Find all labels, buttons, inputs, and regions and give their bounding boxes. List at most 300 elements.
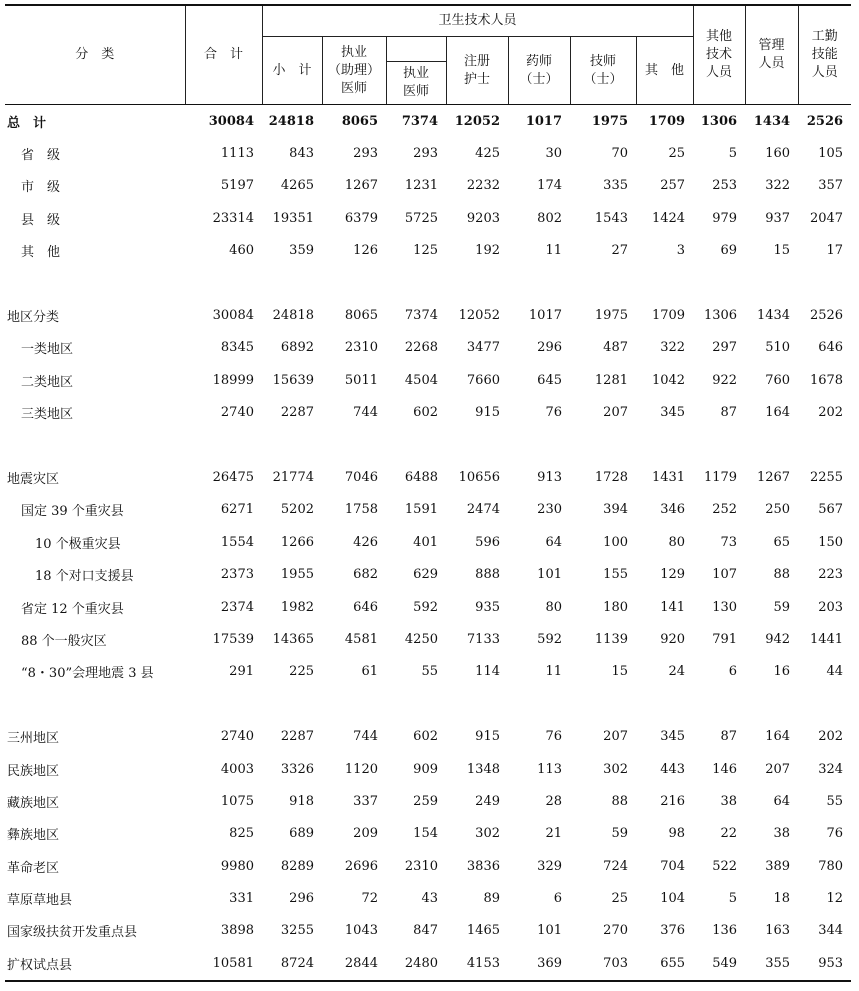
table-cell: 225 bbox=[289, 664, 314, 680]
row-label: 国家级扶贫开发重点县 bbox=[7, 925, 138, 941]
table-cell: 1043 bbox=[344, 923, 378, 939]
header-total: 合 计 bbox=[185, 5, 262, 105]
table-cell: 791 bbox=[712, 631, 738, 647]
table-cell: 1465 bbox=[466, 923, 500, 939]
table-cell: 155 bbox=[603, 567, 628, 583]
row-label: “8・30”会理地震 3 县 bbox=[21, 666, 154, 682]
table-cell: 2287 bbox=[280, 729, 314, 745]
table-cell: 1728 bbox=[594, 469, 628, 485]
table-cell: 425 bbox=[475, 146, 500, 162]
table-row bbox=[5, 170, 851, 202]
table-cell: 72 bbox=[361, 891, 378, 907]
table-cell: 250 bbox=[765, 502, 791, 518]
table-cell: 5011 bbox=[344, 372, 378, 388]
table-row bbox=[5, 850, 851, 882]
header-practicing-assistant: 执业 （助理） 医师 bbox=[322, 37, 386, 105]
table-cell: 460 bbox=[229, 243, 254, 259]
table-cell: 38 bbox=[773, 826, 791, 842]
table-cell: 3836 bbox=[466, 858, 500, 874]
table-cell: 825 bbox=[229, 826, 254, 842]
table-cell: 369 bbox=[508, 947, 570, 980]
table-cell: 510 bbox=[765, 340, 791, 356]
table-cell: 344 bbox=[818, 923, 844, 939]
table-cell: 2374 bbox=[220, 599, 254, 615]
table-cell: 154 bbox=[413, 826, 438, 842]
table-cell: 1955 bbox=[280, 567, 314, 583]
row-label: 二类地区 bbox=[21, 374, 74, 390]
table-cell: 203 bbox=[818, 599, 844, 615]
table-cell: 6 bbox=[728, 664, 738, 680]
table-cell: 129 bbox=[660, 567, 686, 583]
table-cell: 6379 bbox=[344, 210, 378, 226]
table-cell: 291 bbox=[229, 664, 254, 680]
table-cell: 1982 bbox=[280, 599, 314, 615]
table-cell: 59 bbox=[773, 599, 791, 615]
table-cell: 2696 bbox=[344, 858, 378, 874]
row-label: 三州地区 bbox=[7, 731, 60, 747]
table-cell: 2526 bbox=[809, 308, 844, 324]
spacer-cell bbox=[5, 688, 851, 720]
table-cell: 296 bbox=[289, 891, 314, 907]
table-cell: 922 bbox=[712, 372, 738, 388]
table-cell: 297 bbox=[712, 340, 738, 356]
table-cell: 30 bbox=[545, 146, 562, 162]
table-cell: 230 bbox=[537, 502, 562, 518]
table-cell: 394 bbox=[603, 502, 628, 518]
table-row bbox=[5, 915, 851, 947]
table-cell: 780 bbox=[818, 858, 844, 874]
table-cell: 6271 bbox=[220, 502, 254, 518]
table-cell: 337 bbox=[353, 793, 378, 809]
row-label: 彝族地区 bbox=[7, 828, 60, 844]
table-cell: 2740 bbox=[220, 729, 254, 745]
table-row bbox=[5, 137, 851, 169]
table-cell: 389 bbox=[765, 858, 791, 874]
table-cell: 322 bbox=[660, 340, 686, 356]
table-cell: 2310 bbox=[344, 340, 378, 356]
table-cell: 744 bbox=[353, 729, 378, 745]
table-cell: 101 bbox=[537, 923, 562, 939]
table-cell: 7046 bbox=[344, 469, 378, 485]
table-cell: 55 bbox=[826, 793, 844, 809]
table-cell: 744 bbox=[353, 405, 378, 421]
row-label: 革命老区 bbox=[7, 860, 60, 876]
table-cell: 30084 bbox=[212, 308, 254, 324]
table-cell: 3898 bbox=[220, 923, 254, 939]
table-row bbox=[5, 526, 851, 558]
table-cell: 141 bbox=[660, 599, 686, 615]
table-cell: 6 bbox=[553, 891, 562, 907]
table-cell: 4153 bbox=[446, 947, 508, 980]
table-cell: 426 bbox=[353, 534, 378, 550]
row-label: 18 个对口支援县 bbox=[35, 569, 134, 585]
row-label: 地区分类 bbox=[7, 310, 60, 326]
table-cell: 918 bbox=[289, 793, 314, 809]
table-cell: 567 bbox=[818, 502, 844, 518]
table-cell: 2474 bbox=[466, 502, 500, 518]
table-cell: 596 bbox=[475, 534, 500, 550]
table-cell: 1758 bbox=[344, 502, 378, 518]
table-cell: 12052 bbox=[458, 308, 500, 324]
table-row bbox=[5, 332, 851, 364]
table-cell: 1281 bbox=[594, 372, 628, 388]
table-cell: 209 bbox=[353, 826, 378, 842]
table-cell: 18999 bbox=[212, 372, 254, 388]
header-category: 分 类 bbox=[5, 5, 185, 105]
spacer-cell bbox=[5, 267, 851, 299]
table-cell: 11 bbox=[545, 243, 562, 259]
table-cell: 10656 bbox=[458, 469, 500, 485]
table-cell: 180 bbox=[603, 599, 628, 615]
table-cell: 487 bbox=[603, 340, 628, 356]
table-cell: 76 bbox=[545, 729, 562, 745]
table-cell: 1306 bbox=[703, 308, 738, 324]
table-cell: 592 bbox=[413, 599, 438, 615]
table-cell: 15 bbox=[611, 664, 628, 680]
table-cell: 270 bbox=[603, 923, 628, 939]
table-row bbox=[5, 753, 851, 785]
header-practicing-doctor: 执业 医师 bbox=[386, 62, 446, 105]
table-cell: 7374 bbox=[404, 308, 438, 324]
table-cell: 913 bbox=[537, 469, 562, 485]
table-cell: 10581 bbox=[185, 947, 262, 980]
table-cell: 223 bbox=[818, 567, 844, 583]
table-row bbox=[5, 105, 851, 138]
table-cell: 359 bbox=[289, 243, 314, 259]
table-cell: 2526 bbox=[806, 113, 844, 129]
table-cell: 888 bbox=[475, 567, 500, 583]
header-registered-nurse: 注册 护士 bbox=[446, 37, 508, 105]
table-cell: 76 bbox=[545, 405, 562, 421]
table-cell: 15 bbox=[773, 243, 791, 259]
spacer-row bbox=[5, 429, 851, 461]
table-cell: 107 bbox=[712, 567, 738, 583]
table-cell: 592 bbox=[537, 631, 562, 647]
table-cell: 1231 bbox=[404, 178, 438, 194]
table-cell: 1139 bbox=[594, 631, 628, 647]
spacer-cell bbox=[5, 429, 851, 461]
table-cell: 346 bbox=[660, 502, 686, 518]
table-cell: 207 bbox=[603, 405, 628, 421]
table-cell: 2740 bbox=[220, 405, 254, 421]
table-header bbox=[5, 5, 851, 105]
table-cell: 937 bbox=[765, 210, 791, 226]
table-cell: 253 bbox=[712, 178, 738, 194]
table-cell: 724 bbox=[603, 858, 628, 874]
table-cell: 1678 bbox=[809, 372, 844, 388]
table-cell: 146 bbox=[712, 761, 738, 777]
table-cell: 5725 bbox=[404, 210, 438, 226]
table-cell: 19351 bbox=[272, 210, 314, 226]
table-cell: 1017 bbox=[528, 308, 562, 324]
table-cell: 8345 bbox=[220, 340, 254, 356]
table-cell: 14365 bbox=[272, 631, 314, 647]
table-cell: 1075 bbox=[220, 793, 254, 809]
table-cell: 65 bbox=[773, 534, 791, 550]
table-cell: 646 bbox=[353, 599, 378, 615]
table-cell: 38 bbox=[720, 793, 738, 809]
table-cell: 1709 bbox=[651, 308, 686, 324]
table-cell: 8065 bbox=[341, 113, 378, 129]
statistics-table-sheet bbox=[5, 4, 851, 982]
table-cell: 69 bbox=[720, 243, 738, 259]
table-row bbox=[5, 623, 851, 655]
table-cell: 704 bbox=[660, 858, 686, 874]
table-cell: 1434 bbox=[753, 113, 791, 129]
table-cell: 202 bbox=[818, 729, 844, 745]
table-cell: 335 bbox=[603, 178, 628, 194]
table-cell: 2255 bbox=[809, 469, 844, 485]
table-cell: 1424 bbox=[651, 210, 686, 226]
table-cell: 98 bbox=[668, 826, 686, 842]
table-cell: 7660 bbox=[466, 372, 500, 388]
table-cell: 843 bbox=[289, 146, 314, 162]
table-cell: 64 bbox=[545, 534, 562, 550]
table-row bbox=[5, 591, 851, 623]
table-cell: 4250 bbox=[404, 631, 438, 647]
table-cell: 7374 bbox=[401, 113, 438, 129]
table-cell: 1267 bbox=[344, 178, 378, 194]
table-cell: 920 bbox=[660, 631, 686, 647]
table-cell: 61 bbox=[361, 664, 378, 680]
table-cell: 126 bbox=[353, 243, 378, 259]
table-cell: 4003 bbox=[220, 761, 254, 777]
table-cell: 202 bbox=[818, 405, 844, 421]
table-cell: 114 bbox=[475, 664, 500, 680]
table-cell: 1975 bbox=[591, 113, 628, 129]
table-cell: 1306 bbox=[700, 113, 738, 129]
table-cell: 915 bbox=[475, 405, 500, 421]
header-subtotal: 小 计 bbox=[262, 37, 322, 105]
table-cell: 646 bbox=[818, 340, 844, 356]
table-cell: 259 bbox=[413, 793, 438, 809]
table-row bbox=[5, 882, 851, 914]
row-label: 总 计 bbox=[7, 115, 47, 131]
table-cell: 3 bbox=[676, 243, 686, 259]
table-cell: 979 bbox=[712, 210, 738, 226]
table-cell: 24 bbox=[668, 664, 686, 680]
table-cell: 645 bbox=[537, 372, 562, 388]
table-row bbox=[5, 818, 851, 850]
table-cell: 18 bbox=[773, 891, 791, 907]
table-cell: 401 bbox=[413, 534, 438, 550]
spacer-row bbox=[5, 267, 851, 299]
table-cell: 28 bbox=[545, 793, 562, 809]
table-cell: 70 bbox=[611, 146, 628, 162]
table-cell: 174 bbox=[537, 178, 562, 194]
table-cell: 30084 bbox=[208, 113, 254, 129]
table-cell: 302 bbox=[603, 761, 628, 777]
table-cell: 1348 bbox=[466, 761, 500, 777]
table-cell: 25 bbox=[668, 146, 686, 162]
table-cell: 59 bbox=[611, 826, 628, 842]
table-cell: 602 bbox=[413, 729, 438, 745]
table-cell: 9203 bbox=[466, 210, 500, 226]
header-other-tech: 其他 技术 人员 bbox=[693, 5, 745, 105]
table-cell: 1266 bbox=[280, 534, 314, 550]
table-row bbox=[5, 299, 851, 331]
table-cell: 3477 bbox=[466, 340, 500, 356]
table-cell: 1017 bbox=[525, 113, 562, 129]
table-cell: 22 bbox=[720, 826, 738, 842]
row-label: 县 级 bbox=[21, 212, 61, 228]
table-cell: 12052 bbox=[454, 113, 500, 129]
table-cell: 27 bbox=[611, 243, 628, 259]
table-cell: 6892 bbox=[280, 340, 314, 356]
table-cell: 703 bbox=[570, 947, 636, 980]
table-cell: 87 bbox=[720, 405, 738, 421]
table-cell: 935 bbox=[475, 599, 500, 615]
table-cell: 101 bbox=[537, 567, 562, 583]
table-cell: 24818 bbox=[268, 113, 314, 129]
table-cell: 24818 bbox=[272, 308, 314, 324]
table-cell: 5197 bbox=[220, 178, 254, 194]
table-cell: 130 bbox=[712, 599, 738, 615]
table-cell: 4504 bbox=[404, 372, 438, 388]
table-cell: 2480 bbox=[386, 947, 446, 980]
table-cell: 4581 bbox=[344, 631, 378, 647]
table-row bbox=[5, 720, 851, 752]
header-technician: 技师 （士） bbox=[570, 37, 636, 105]
table-cell: 296 bbox=[537, 340, 562, 356]
table-cell: 73 bbox=[720, 534, 738, 550]
table-cell: 17 bbox=[826, 243, 844, 259]
row-label: 地震灾区 bbox=[7, 471, 60, 487]
table-cell: 357 bbox=[818, 178, 844, 194]
table-cell: 8065 bbox=[344, 308, 378, 324]
table-cell: 1709 bbox=[648, 113, 686, 129]
table-cell: 21774 bbox=[272, 469, 314, 485]
table-cell: 252 bbox=[712, 502, 738, 518]
table-cell: 44 bbox=[826, 664, 844, 680]
table-cell: 909 bbox=[413, 761, 438, 777]
header-other: 其 他 bbox=[636, 37, 693, 105]
table-cell: 2232 bbox=[466, 178, 500, 194]
table-cell: 942 bbox=[765, 631, 791, 647]
table-cell: 689 bbox=[289, 826, 314, 842]
table-cell: 4265 bbox=[280, 178, 314, 194]
table-cell: 1431 bbox=[651, 469, 686, 485]
table-cell: 104 bbox=[660, 891, 686, 907]
table-cell: 602 bbox=[413, 405, 438, 421]
table-cell: 12 bbox=[826, 891, 844, 907]
table-cell: 322 bbox=[765, 178, 791, 194]
row-label: 省定 12 个重灾县 bbox=[21, 601, 124, 617]
table-cell: 1441 bbox=[809, 631, 844, 647]
table-cell: 329 bbox=[537, 858, 562, 874]
table-row bbox=[5, 397, 851, 429]
table-cell: 1543 bbox=[594, 210, 628, 226]
table-cell: 55 bbox=[421, 664, 438, 680]
table-cell: 331 bbox=[229, 891, 254, 907]
table-cell: 164 bbox=[765, 729, 791, 745]
table-cell: 324 bbox=[818, 761, 844, 777]
table-cell: 293 bbox=[353, 146, 378, 162]
table-cell: 11 bbox=[545, 664, 562, 680]
table-cell: 1434 bbox=[756, 308, 791, 324]
table-cell: 43 bbox=[421, 891, 438, 907]
table-cell: 847 bbox=[413, 923, 438, 939]
table-cell: 1267 bbox=[756, 469, 791, 485]
table-cell: 76 bbox=[826, 826, 844, 842]
table-cell: 88 bbox=[611, 793, 628, 809]
table-cell: 5 bbox=[728, 891, 738, 907]
table-cell: 549 bbox=[693, 947, 745, 980]
header-spacer bbox=[386, 37, 446, 62]
table-cell: 8724 bbox=[262, 947, 322, 980]
table-cell: 2844 bbox=[322, 947, 386, 980]
table-cell: 3326 bbox=[280, 761, 314, 777]
table-row bbox=[5, 461, 851, 493]
table-cell: 88 bbox=[773, 567, 791, 583]
table-cell: 80 bbox=[545, 599, 562, 615]
table-cell: 7133 bbox=[466, 631, 500, 647]
row-label: 国定 39 个重灾县 bbox=[21, 504, 124, 520]
table-cell: 26475 bbox=[212, 469, 254, 485]
row-label: 扩权试点县 bbox=[5, 947, 185, 980]
table-cell: 25 bbox=[611, 891, 628, 907]
table-cell: 100 bbox=[603, 534, 628, 550]
table-cell: 302 bbox=[475, 826, 500, 842]
header-workers: 工勤 技能 人员 bbox=[798, 5, 851, 105]
table-cell: 257 bbox=[660, 178, 686, 194]
table-row bbox=[5, 656, 851, 688]
table-row bbox=[5, 364, 851, 396]
table-cell: 5202 bbox=[280, 502, 314, 518]
table-row bbox=[5, 235, 851, 267]
table-cell: 17539 bbox=[212, 631, 254, 647]
table-cell: 150 bbox=[818, 534, 844, 550]
health-personnel-table bbox=[5, 4, 851, 982]
table-body bbox=[5, 105, 851, 981]
table-row bbox=[5, 494, 851, 526]
table-cell: 87 bbox=[720, 729, 738, 745]
table-cell: 2287 bbox=[280, 405, 314, 421]
table-cell: 216 bbox=[660, 793, 686, 809]
table-cell: 293 bbox=[413, 146, 438, 162]
row-label: 民族地区 bbox=[7, 763, 60, 779]
row-label: 其 他 bbox=[21, 245, 61, 261]
table-cell: 125 bbox=[413, 243, 438, 259]
table-cell: 207 bbox=[603, 729, 628, 745]
table-cell: 163 bbox=[765, 923, 791, 939]
table-row bbox=[5, 202, 851, 234]
table-cell: 9980 bbox=[220, 858, 254, 874]
table-cell: 953 bbox=[798, 947, 851, 980]
table-cell: 192 bbox=[475, 243, 500, 259]
row-label: 10 个极重灾县 bbox=[35, 536, 121, 552]
table-cell: 345 bbox=[660, 405, 686, 421]
table-cell: 16 bbox=[773, 664, 791, 680]
spacer-row bbox=[5, 688, 851, 720]
table-cell: 160 bbox=[765, 146, 791, 162]
table-cell: 1591 bbox=[404, 502, 438, 518]
table-cell: 5 bbox=[728, 146, 738, 162]
table-cell: 443 bbox=[660, 761, 686, 777]
table-cell: 80 bbox=[668, 534, 686, 550]
table-cell: 522 bbox=[712, 858, 738, 874]
table-cell: 1120 bbox=[344, 761, 378, 777]
header-pharmacist: 药师 （士） bbox=[508, 37, 570, 105]
row-label: 一类地区 bbox=[21, 342, 74, 358]
row-label: 市 级 bbox=[21, 180, 61, 196]
table-cell: 23314 bbox=[212, 210, 254, 226]
row-label: 藏族地区 bbox=[7, 795, 60, 811]
table-cell: 682 bbox=[353, 567, 378, 583]
table-cell: 2268 bbox=[404, 340, 438, 356]
table-cell: 2047 bbox=[809, 210, 844, 226]
table-cell: 1554 bbox=[220, 534, 254, 550]
